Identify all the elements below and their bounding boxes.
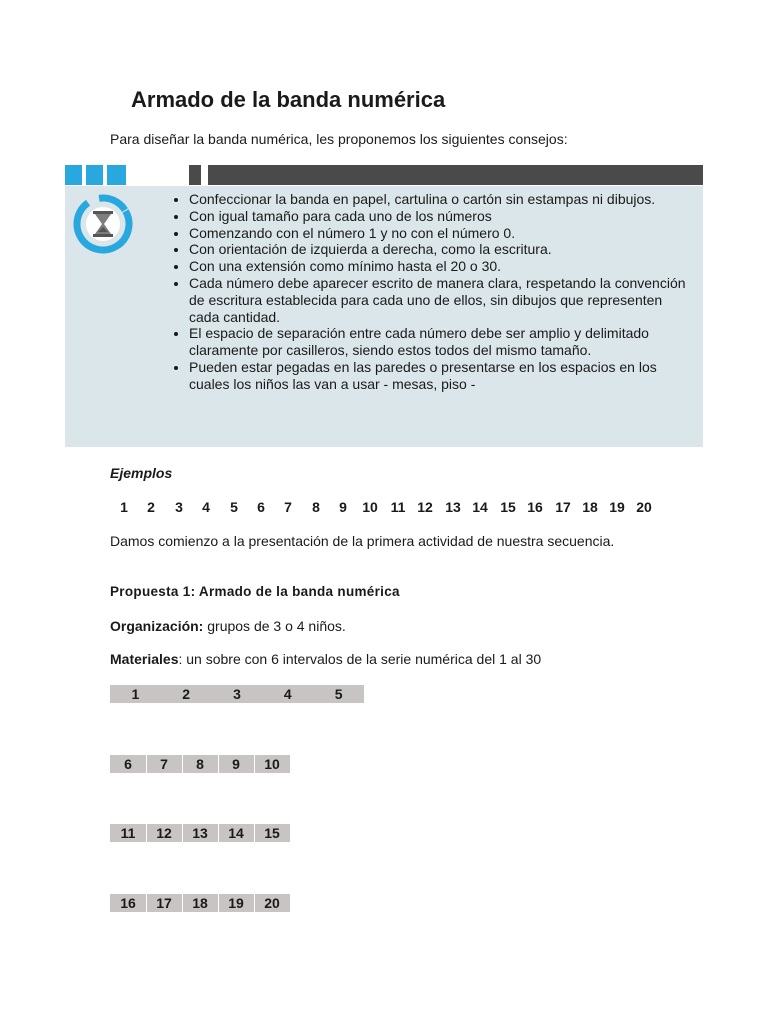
strip-cell: 1 <box>131 686 140 702</box>
strip-cell: 11 <box>120 825 136 841</box>
example-number: 11 <box>390 499 406 515</box>
tip-item: • Cada número debe aparecer escrito de manera clara, respetando la convención de escritura establecida para cada uno de ellos, sin dibujos que representen cada cantidad. <box>189 275 694 325</box>
hourglass-icon <box>68 186 138 256</box>
strip-cell: 14 <box>228 825 244 841</box>
strip-cell: 19 <box>228 895 244 911</box>
strip-cell: 18 <box>192 895 208 911</box>
tips-bar-square <box>189 165 201 185</box>
strip-cell: 9 <box>232 756 240 772</box>
example-number: 8 <box>312 499 320 515</box>
example-number: 19 <box>609 499 625 515</box>
tips-bar-square <box>86 165 103 185</box>
intro-text: Para diseñar la banda numérica, les proponemos los siguientes consejos: <box>110 131 568 147</box>
strip-divider <box>218 824 219 842</box>
strip-divider <box>146 894 147 912</box>
strip-divider <box>182 894 183 912</box>
strip-cell: 4 <box>283 686 292 702</box>
strip-divider <box>146 755 147 773</box>
strip-divider <box>254 824 255 842</box>
strip-divider <box>254 894 255 912</box>
strip-cell: 3 <box>233 686 241 702</box>
strip-cell: 2 <box>182 686 191 702</box>
example-number: 6 <box>257 499 265 515</box>
strip-cell: 10 <box>264 756 280 772</box>
strip-cell: 7 <box>160 756 168 772</box>
example-number: 13 <box>445 499 461 515</box>
example-number: 14 <box>472 499 488 515</box>
strip-cell: 12 <box>156 825 172 841</box>
example-number: 3 <box>175 499 183 515</box>
example-number: 15 <box>500 499 516 515</box>
strip-cell: 13 <box>192 825 208 841</box>
strip-divider <box>146 824 147 842</box>
materials-text: : un sobre con 6 intervalos de la serie numérica del 1 al 30 <box>178 651 542 667</box>
example-number: 9 <box>339 499 347 515</box>
strip-divider <box>182 755 183 773</box>
example-number: 18 <box>582 499 598 515</box>
tips-header-bar <box>65 165 703 185</box>
strip-cell: 15 <box>264 825 280 841</box>
materials-label: Materiales <box>110 651 179 667</box>
tips-bar-square <box>107 165 126 185</box>
example-number: 1 <box>120 499 128 515</box>
example-number: 4 <box>202 499 210 515</box>
strip-divider <box>254 755 255 773</box>
organization-label: Organización: <box>110 618 204 634</box>
number-strip <box>110 755 290 773</box>
example-number: 10 <box>362 499 378 515</box>
tip-item: • Con igual tamaño para cada uno de los números <box>189 208 694 225</box>
strip-cell: 5 <box>334 686 343 702</box>
number-strip <box>110 894 290 912</box>
intro-paragraph: Damos comienzo a la presentación de la primera actividad de nuestra secuencia. <box>110 533 615 549</box>
tip-item: • Pueden estar pegadas en las paredes o presentarse en los espacios en los cuales los niños las van a usar - mesas, piso - <box>189 359 694 393</box>
example-number: 7 <box>284 499 292 515</box>
example-number: 17 <box>555 499 571 515</box>
example-number: 5 <box>230 499 238 515</box>
tips-bar-square <box>65 165 82 185</box>
strip-divider <box>218 755 219 773</box>
strip-cell: 8 <box>196 756 204 772</box>
page-title: Armado de la banda numérica <box>131 87 446 112</box>
example-number: 20 <box>636 499 652 515</box>
tip-item: • Con orientación de izquierda a derecha, como la escritura. <box>189 241 694 258</box>
tip-item: • Confeccionar la banda en papel, cartulina o cartón sin estampas ni dibujos. <box>189 191 694 208</box>
tips-bar-fill <box>208 165 703 185</box>
materials-line <box>110 651 541 667</box>
strip-divider <box>218 894 219 912</box>
strip-divider <box>182 824 183 842</box>
strip-cell: 6 <box>124 756 132 772</box>
examples-heading: Ejemplos <box>110 465 173 481</box>
strip-cell: 16 <box>120 895 136 911</box>
example-number: 16 <box>527 499 543 515</box>
tip-item: • Comenzando con el número 1 y no con el número 0. <box>189 225 694 242</box>
tips-panel <box>65 186 703 447</box>
strip-cell: 17 <box>156 895 172 911</box>
tip-item: • El espacio de separación entre cada número debe ser amplio y delimitado claramente por casilleros, siendo estos todos del mismo tamaño. <box>189 325 694 359</box>
strip-cell: 20 <box>264 895 280 911</box>
example-number: 2 <box>147 499 155 515</box>
organization-line <box>110 618 346 634</box>
number-strip <box>110 685 364 703</box>
organization-text: grupos de 3 o 4 niños. <box>203 618 346 634</box>
proposal-heading: Propuesta 1: Armado de la banda numérica <box>110 584 400 599</box>
tip-item: • Con una extensión como mínimo hasta el 20 o 30. <box>189 258 694 275</box>
number-strip <box>110 824 290 842</box>
tips-list <box>164 191 694 393</box>
example-number: 12 <box>417 499 433 515</box>
